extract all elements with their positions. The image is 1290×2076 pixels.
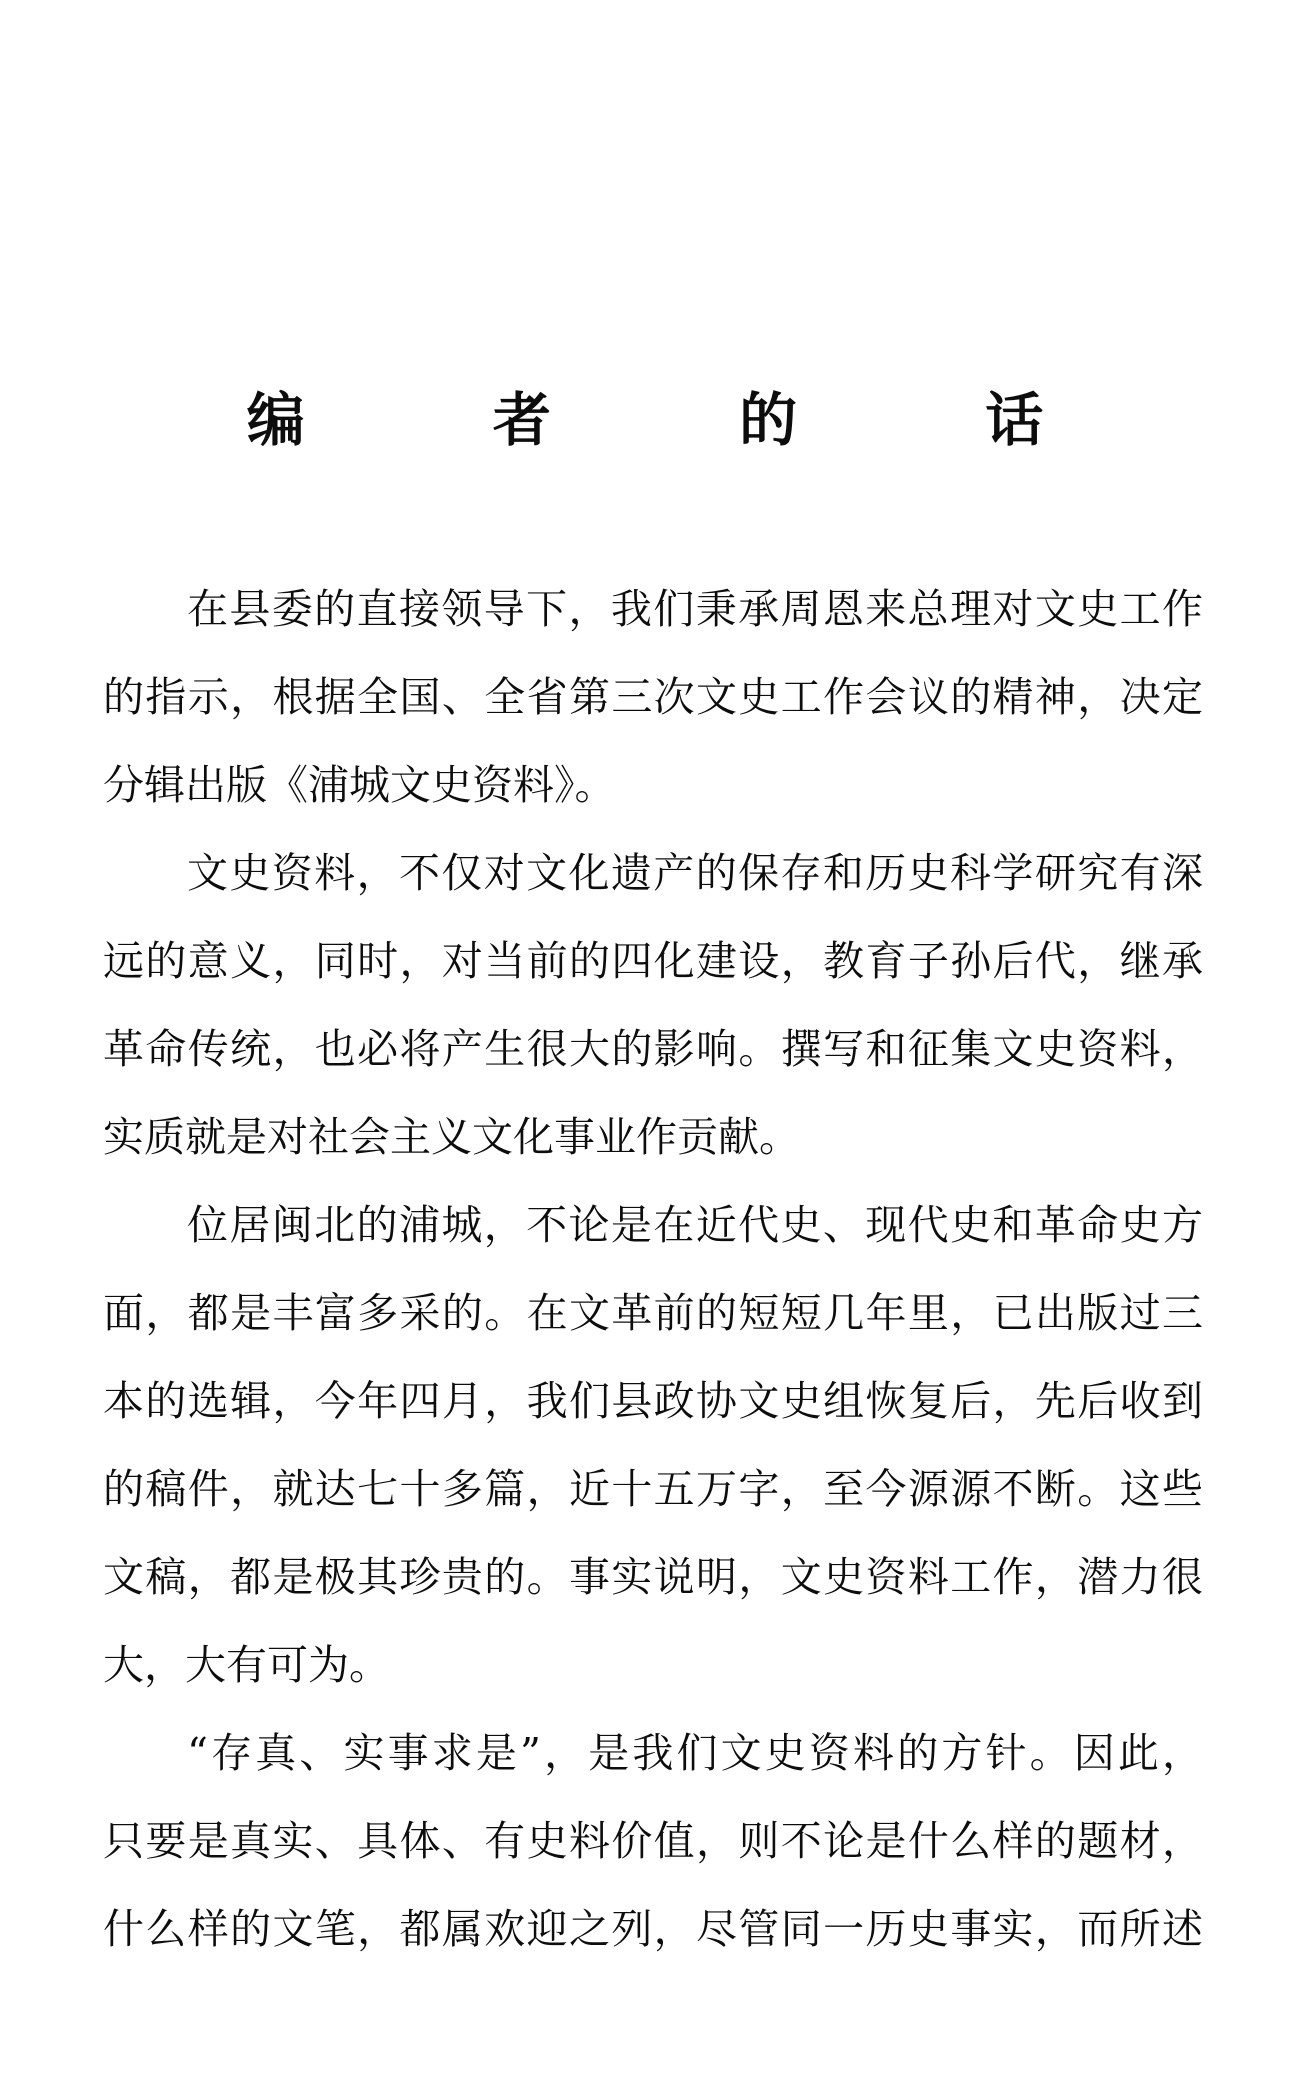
text-line: 远的意义，同时，对当前的四化建设，教育子孙后代，继承 — [103, 937, 1203, 985]
text-line: “存真、实事求是”，是我们文史资料的方针。因此， — [187, 1729, 1203, 1777]
text-line: 实质就是对社会主义文化事业作贡献。 — [103, 1113, 800, 1161]
paragraph — [103, 1181, 1203, 1709]
text-line: 在县委的直接领导下，我们秉承周恩来总理对文史工作 — [187, 585, 1203, 633]
text-line: 大，大有可为。 — [103, 1641, 390, 1689]
paragraph — [103, 1709, 1203, 1973]
text-line: 分辑出版《浦城文史资料》。 — [103, 761, 616, 809]
text-line: 面，都是丰富多采的。在文革前的短短几年里，已出版过三 — [103, 1289, 1203, 1337]
text-line: 革命传统，也必将产生很大的影响。撰写和征集文史资料， — [103, 1025, 1203, 1073]
page-title: 编 者 的 话 — [246, 386, 1128, 454]
text-line: 的稿件，就达七十多篇，近十五万字，至今源源不断。这些 — [103, 1465, 1203, 1513]
paragraph — [103, 565, 1203, 829]
text-line: 文稿，都是极其珍贵的。事实说明，文史资料工作，潜力很 — [103, 1553, 1203, 1601]
text-line: 文史资料，不仅对文化遗产的保存和历史科学研究有深 — [187, 849, 1203, 897]
text-line: 的指示，根据全国、全省第三次文史工作会议的精神，决定 — [103, 673, 1203, 721]
text-line: 位居闽北的浦城，不论是在近代史、现代史和革命史方 — [187, 1201, 1203, 1249]
text-line: 什么样的文笔，都属欢迎之列，尽管同一历史事实，而所述 — [103, 1905, 1203, 1953]
paragraph — [103, 829, 1203, 1181]
text-line: 只要是真实、具体、有史料价值，则不论是什么样的题材， — [103, 1817, 1203, 1865]
text-line: 本的选辑，今年四月，我们县政协文史组恢复后，先后收到 — [103, 1377, 1203, 1425]
document-body — [103, 565, 1203, 1973]
